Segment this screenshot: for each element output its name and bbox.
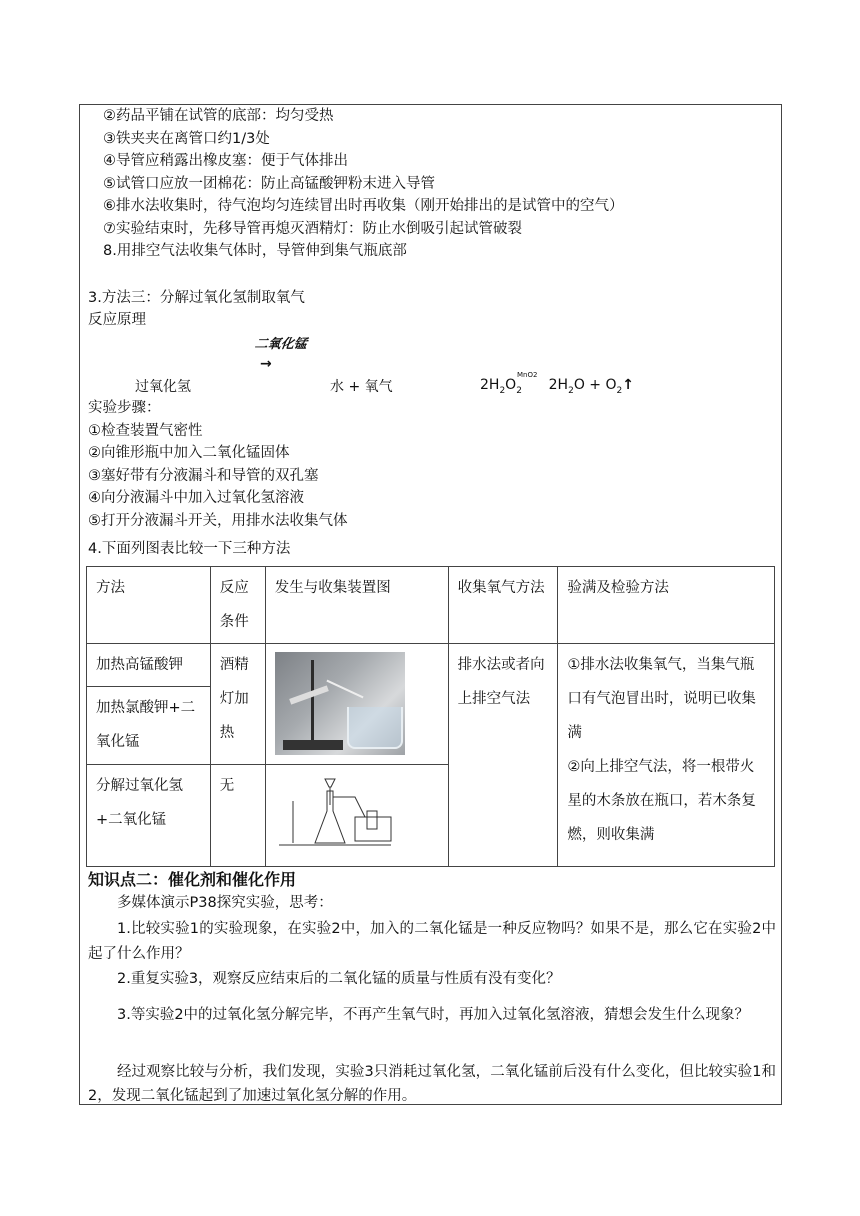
method-cell: 加热高锰酸钾: [87, 644, 211, 687]
reaction-arrow: →: [260, 356, 272, 372]
note-line: ④导管应稍露出橡皮塞：便于气体排出: [103, 153, 348, 169]
comparison-table: [86, 566, 775, 867]
question-1: 1.比较实验1的实验现象，在实验2中，加入的二氧化锰是一种反应物吗？如果不是，那么它在实验2中起了什么作用？: [88, 921, 776, 962]
condition-cell: 无: [210, 765, 265, 867]
catalyst-label: 二氧化锰: [253, 337, 308, 352]
header-cell: 验满及检验方法: [558, 567, 775, 644]
chemical-equation: $2H_2O_2$ MnO2 $2H_2O$ + $O_2↑$: [480, 371, 634, 396]
method3-heading: 3.方法三：分解过氧化氢制取氧气: [88, 290, 305, 306]
apparatus-photo: [275, 652, 405, 755]
principle-label: 反应原理: [88, 312, 146, 328]
method-cell: 加热氯酸钾+二氧化锰: [87, 687, 211, 765]
note-line: ⑥排水法收集时，待气泡均匀连续冒出时再收集（刚开始排出的是试管中的空气）: [103, 198, 624, 214]
step-item: ④向分液漏斗中加入过氧化氢溶液: [88, 490, 304, 506]
intro-text: 多媒体演示P38探究实验，思考：: [117, 895, 333, 911]
collect-cell: 排水法或者向上排空气法: [448, 644, 558, 867]
header-cell: 反应条件: [210, 567, 265, 644]
note-line: ⑦实验结束时，先移导管再熄灭酒精灯：防止水倒吸引起试管破裂: [103, 221, 522, 237]
note-line: ③铁夹夹在离管口约1/3处: [103, 131, 270, 147]
steps-label: 实验步骤：: [88, 400, 161, 416]
step-item: ①检查装置气密性: [88, 423, 203, 439]
note-line: 8.用排空气法收集气体时，导管伸到集气瓶底部: [103, 243, 407, 259]
method-cell: 分解过氧化氢+二氧化锰: [87, 765, 211, 867]
question-3: 3.等实验2中的过氧化氢分解完毕，不再产生氧气时，再加入过氧化氢溶液，猜想会发生什么现象？: [117, 1007, 750, 1023]
step-item: ⑤打开分液漏斗开关，用排水法收集气体: [88, 513, 348, 529]
section-title: 知识点二：催化剂和催化作用: [88, 870, 297, 889]
header-cell: 收集氧气方法: [448, 567, 558, 644]
table-row: [87, 567, 775, 644]
apparatus-sketch-cell: [265, 765, 448, 867]
word-products: 水 + 氧气: [330, 379, 393, 395]
question-2: 2.重复实验3，观察反应结束后的二氧化锰的质量与性质有没有变化？: [117, 971, 561, 987]
condition-cell: 酒精灯加热: [210, 644, 265, 765]
apparatus-photo-cell: [265, 644, 448, 765]
conclusion: 经过观察比较与分析，我们发现，实验3只消耗过氧化氢，二氧化锰前后没有什么变化，但比较实验1和2，发现二氧化锰起到了加速过氧化氢分解的作用。: [88, 1064, 776, 1104]
table-row: [87, 644, 775, 687]
check-text: ②向上排空气法，将一根带火星的木条放在瓶口，若木条复燃，则收集满: [567, 759, 756, 843]
header-cell: 发生与收集装置图: [265, 567, 448, 644]
note-line: ②药品平铺在试管的底部：均匀受热: [103, 108, 334, 124]
note-line: ⑤试管口应放一团棉花：防止高锰酸钾粉末进入导管: [103, 176, 435, 192]
header-cell: 方法: [87, 567, 211, 644]
word-reactant: 过氧化氢: [135, 379, 191, 395]
equation-catalyst: MnO2: [517, 371, 538, 379]
step-item: ③塞好带有分液漏斗和导管的双孔塞: [88, 468, 319, 484]
check-text: ①排水法收集氧气，当集气瓶口有气泡冒出时，说明已收集满: [567, 657, 756, 741]
compare-heading: 4.下面列图表比较一下三种方法: [88, 541, 291, 557]
step-item: ②向锥形瓶中加入二氧化锰固体: [88, 445, 290, 461]
apparatus-sketch: [275, 771, 395, 849]
check-cell: [558, 644, 775, 867]
